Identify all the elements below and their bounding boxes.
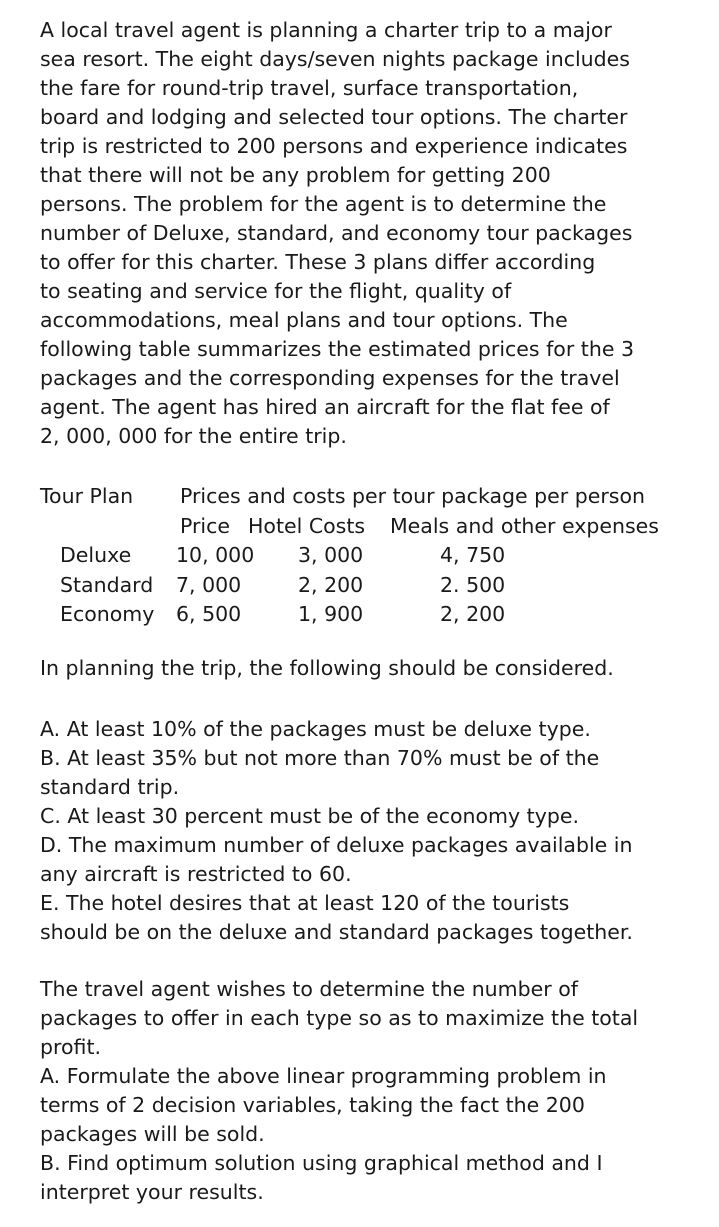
condition-line: A. At least 10% of the packages must be deluxe type. <box>40 717 591 741</box>
price-cell: 10, 000 <box>176 543 255 567</box>
condition-line: any aircraft is restricted to 60. <box>40 862 352 886</box>
task-line: A. Formulate the above linear programming problem in <box>40 1064 607 1088</box>
intro-line: trip is restricted to 200 persons and experience indicates <box>40 134 628 158</box>
meals-cell: 4, 750 <box>440 543 506 567</box>
task-line: terms of 2 decision variables, taking the fact the 200 <box>40 1093 585 1117</box>
hotel-cell: 3, 000 <box>298 543 364 567</box>
task-line: B. Find optimum solution using graphical method and I <box>40 1151 603 1175</box>
hotel-costs-header: Hotel Costs <box>248 513 366 538</box>
intro-line: 2, 000, 000 for the entire trip. <box>40 424 347 448</box>
table-row <box>40 573 700 603</box>
task-line: packages to offer in each type so as to maximize the total <box>40 1006 639 1030</box>
plan-name: Standard <box>60 572 154 597</box>
task-line: profit. <box>40 1035 101 1059</box>
price-cell: 7, 000 <box>176 572 242 597</box>
problem-text <box>40 16 700 451</box>
intro-paragraph <box>40 16 700 451</box>
table-row <box>40 602 700 632</box>
condition-line: E. The hotel desires that at least 120 of the tourists <box>40 891 570 915</box>
plan-name: Deluxe <box>60 543 132 567</box>
table-row <box>40 543 700 573</box>
intro-line: to offer for this charter. These 3 plans differ according <box>40 250 596 274</box>
tour-plan-table <box>40 484 700 632</box>
intro-line: persons. The problem for the agent is to determine the <box>40 192 607 216</box>
intro-line: A local travel agent is planning a charter trip to a major <box>40 18 612 42</box>
condition-line: D. The maximum number of deluxe packages available in <box>40 833 633 857</box>
table-header-row <box>40 484 700 514</box>
intro-line: accommodations, meal plans and tour options. The <box>40 308 568 332</box>
condition-line: should be on the deluxe and standard packages together. <box>40 920 633 944</box>
intro-line: that there will not be any problem for getting 200 <box>40 163 551 187</box>
considerations-intro: In planning the trip, the following should be considered. <box>40 656 614 680</box>
price-header: Price <box>180 513 231 538</box>
meals-header: Meals and other expenses <box>390 513 659 538</box>
meals-cell: 2, 200 <box>440 602 506 626</box>
condition-line: B. At least 35% but not more than 70% must be of the <box>40 746 600 770</box>
intro-line: agent. The agent has hired an aircraft for the flat fee of <box>40 395 610 419</box>
task-line: interpret your results. <box>40 1180 264 1204</box>
plan-name: Economy <box>60 602 155 626</box>
group-header: Prices and costs per tour package per person <box>180 484 646 508</box>
hotel-cell: 2, 200 <box>298 572 364 597</box>
intro-line: number of Deluxe, standard, and economy tour packages <box>40 221 633 245</box>
intro-line: the fare for round-trip travel, surface transportation, <box>40 76 579 100</box>
condition-line: standard trip. <box>40 775 180 799</box>
task-line: The travel agent wishes to determine the number of <box>40 977 578 1001</box>
intro-line: packages and the corresponding expenses for the travel <box>40 366 620 390</box>
table-subheader-row <box>40 514 700 544</box>
tour-plan-header: Tour Plan <box>40 484 134 508</box>
condition-line: C. At least 30 percent must be of the economy type. <box>40 804 579 828</box>
intro-line: to seating and service for the flight, quality of <box>40 279 512 303</box>
tasks-paragraph <box>40 975 700 1207</box>
task-line: packages will be sold. <box>40 1122 265 1146</box>
hotel-cell: 1, 900 <box>298 602 364 626</box>
intro-line: sea resort. The eight days/seven nights package includes <box>40 47 630 71</box>
conditions-list <box>40 715 700 947</box>
meals-cell: 2. 500 <box>440 572 506 597</box>
intro-line: board and lodging and selected tour options. The charter <box>40 105 628 129</box>
price-cell: 6, 500 <box>176 602 242 626</box>
intro-line: following table summarizes the estimated prices for the 3 <box>40 337 634 361</box>
